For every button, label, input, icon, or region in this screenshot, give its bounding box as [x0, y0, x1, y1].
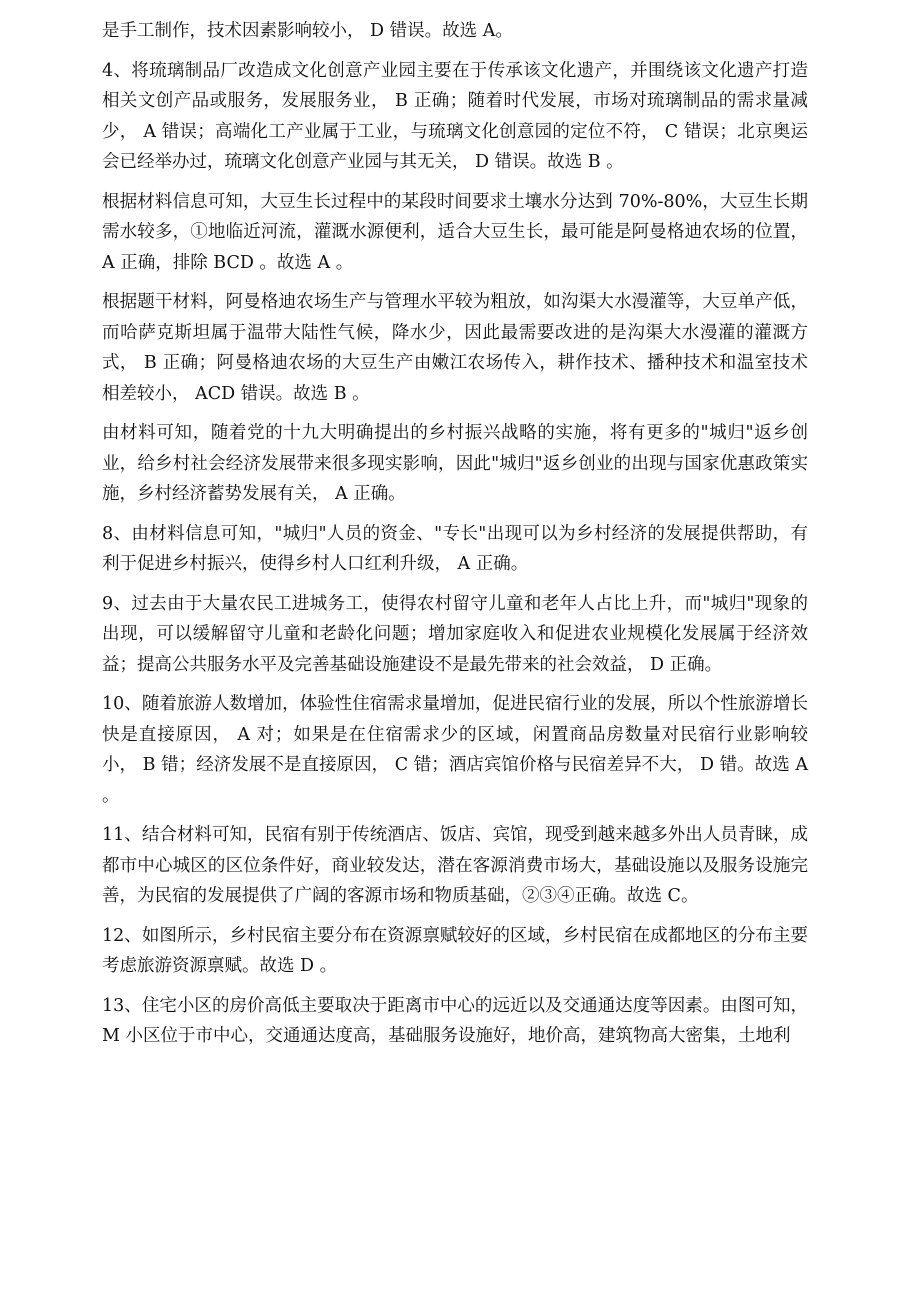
paragraph-answer-11: 11、结合材料可知，民宿有别于传统酒店、饭店、宾馆，现受到越来越多外出人员青睐，成都市中心城区的区位条件好，商业较发达，潜在客源消费市场大，基础设施以及服务设施完善，为民宿的发展提供了广阔的客源市场和物质基础，②③④正确。故选 C。: [102, 825, 808, 906]
paragraph-answer-12: 12、如图所示，乡村民宿主要分布在资源禀赋较好的区域，乡村民宿在成都地区的分布主要考虑旅游资源禀赋。故选 D 。: [102, 925, 808, 976]
paragraph-answer-5: 根据材料信息可知，大豆生长过程中的某段时间要求土壤水分达到 70%-80%，大豆生长期需水较多，①地临近河流，灌溉水源便利，适合大豆生长，最可能是阿曼格迪农场的位置， A 正确，排除 BCD 。故选 A 。: [102, 191, 808, 273]
paragraph-answer-13: 13、住宅小区的房价高低主要取决于距离市中心的远近以及交通通达度等因素。由图可知，M 小区位于市中心，交通通达度高，基础服务设施好，地价高，建筑物高大密集，土地利: [102, 995, 808, 1046]
paragraph-answer-3-end: 是手工制作，技术因素影响较小， D 错误。故选 A。: [102, 21, 513, 41]
paragraph-answer-6: 根据题干材料，阿曼格迪农场生产与管理水平较为粗放，如沟渠大水漫灌等，大豆单产低，而哈萨克斯坦属于温带大陆性气候，降水少，因此最需要改进的是沟渠大水漫灌的灌溉方式， B 正确；阿曼格迪农场的大豆生产由嫩江农场传入，耕作技术、播种技术和温室技术相差较小， ACD 错误。故选 B 。: [102, 292, 808, 404]
paragraph-answer-8: 8、由材料信息可知，"城归"人员的资金、"专长"出现可以为乡村经济的发展提供帮助，有利于促进乡村振兴，使得乡村人口红利升级， A 正确。: [102, 523, 808, 574]
paragraph-answer-4: 4、将琉璃制品厂改造成文化创意产业园主要在于传承该文化遗产，并围绕该文化遗产打造相关文创产品或服务，发展服务业， B 正确；随着时代发展，市场对琉璃制品的需求量减少， A 错误；高端化工产业属于工业，与琉璃文化创意园的定位不符， C 错误；北京奥运会已经举办过，琉璃文化创意产业园与其无关， D 错误。故选 B 。: [102, 60, 808, 172]
paragraph-answer-9: 9、过去由于大量农民工进城务工，使得农村留守儿童和老年人占比上升，而"城归"现象的出现，可以缓解留守儿童和老龄化问题；增加家庭收入和促进农业规模化发展属于经济效益；提高公共服务水平及完善基础设施建设不是最先带来的社会效益， D 正确。: [102, 593, 808, 675]
document-page: [102, 16, 808, 1061]
paragraph-answer-7: 由材料可知，随着党的十九大明确提出的乡村振兴战略的实施，将有更多的"城归"返乡创业，给乡村社会经济发展带来很多现实影响，因此"城归"返乡创业的出现与国家优惠政策实施，乡村经济蓄势发展有关， A 正确。: [102, 423, 808, 504]
paragraph-answer-10: 10、随着旅游人数增加，体验性住宿需求量增加，促进民宿行业的发展，所以个性旅游增长快是直接原因， A 对；如果是在住宿需求少的区域，闲置商品房数量对民宿行业影响较小， B 错；经济发展不是直接原因， C 错；酒店宾馆价格与民宿差异不大， D 错。故选 A 。: [102, 694, 808, 806]
